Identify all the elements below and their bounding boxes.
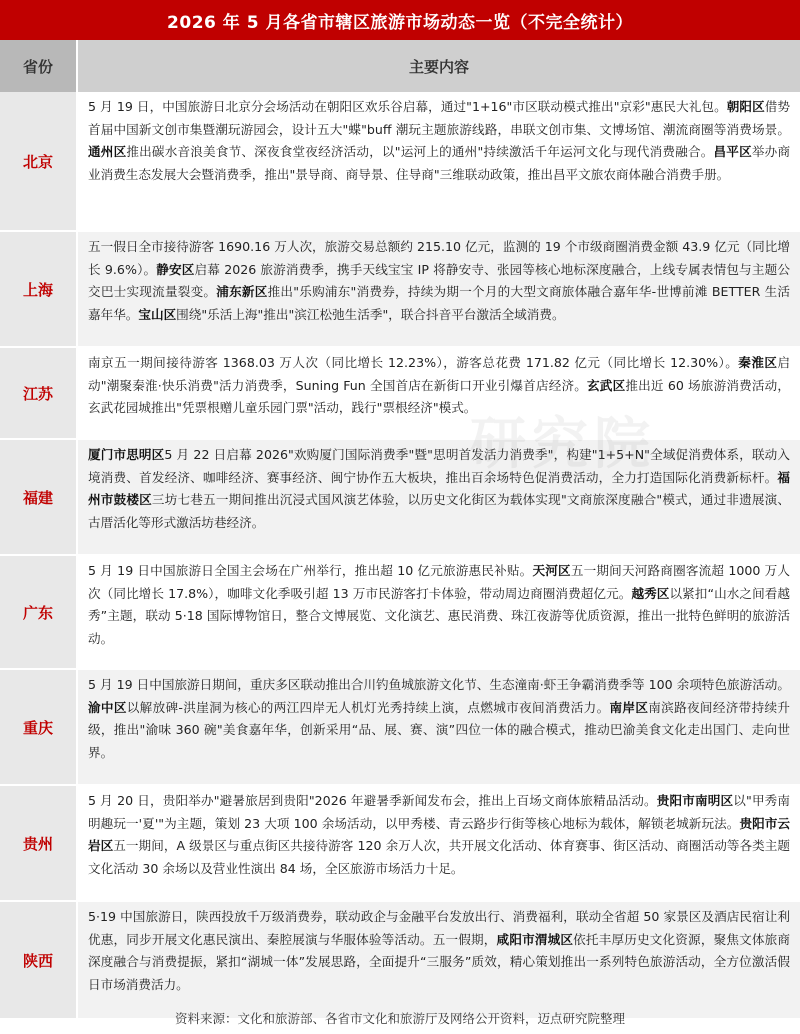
source-note: 资料来源：文化和旅游部、各省市文化和旅游厅及网络公开资料，迈点研究院整理 (174, 1011, 625, 1026)
district-name: 朝阳区 (726, 99, 765, 114)
table-row (0, 440, 800, 556)
content-text: 南滨路夜间经济带持续升级，推出"渝味 360 碗"美食嘉年华，创新采用“品、展、赛、演”四位一体的融合模式，推动巴渝美食文化走出国门、走向世界。 (88, 699, 791, 760)
table-row (0, 348, 800, 440)
content-text: 推出近 60 场旅游消费活动，玄武花园城推出"凭票根赠儿童乐园门票"活动，践行"票根经济"模式。 (88, 377, 791, 415)
content-text: 5 月 19 日，中国旅游日北京分会场活动在朝阳区欢乐谷启幕，通过"1+16"市区联动模式推出"京彩"惠民大礼包。 (88, 99, 727, 114)
content-cell (76, 232, 800, 346)
table-header (0, 40, 800, 92)
district-name: 福州市鼓楼区 (88, 469, 790, 507)
content-text: 推出碳水音浪美食节、深夜食堂夜经济活动，以"运河上的通州"持续激活千年运河文化与现代消费融合。 (126, 144, 714, 159)
content-text: 5·19 中国旅游日，陕西投放千万级消费券，联动政企与金融平台发放出行、消费福利，联动全省超 50 家景区及酒店民宿让利优惠，同步开展文化惠民演出、秦腔展演与华服体验等活动。五一假期， (88, 909, 790, 947)
district-name: 通州区 (88, 144, 127, 159)
province-cell: 贵州 (0, 786, 76, 900)
district-name: 南岸区 (609, 699, 649, 715)
content-text: 启动"潮聚秦淮·快乐消费"活力消费季，Suning Fun 全国首店在新街口开业引爆首店经济。 (88, 355, 790, 393)
table-body (0, 92, 800, 1020)
province-cell: 福建 (0, 440, 76, 554)
province-cell: 北京 (0, 92, 76, 230)
content-cell (76, 92, 800, 230)
content-text: 启幕 2026 旅游消费季，携手天线宝宝 IP 将静安寺、张园等核心地标深度融合，上线专属表情包与主题公交巴士实现流量裂变。 (88, 261, 791, 299)
table-title: 2026 年 5 月各省市辖区旅游市场动态一览（不完全统计） (0, 0, 800, 40)
header-province: 省份 (0, 40, 76, 92)
content-cell (76, 670, 800, 784)
content-text: 以"甲秀南明趣玩一'夏'"为主题，策划 23 大项 100 余场活动，以甲秀楼、青云路步行街等核心地标为载体，解锁老城新玩法。 (88, 793, 791, 831)
content-text: 南京五一期间接待游客 1368.03 万人次（同比增长 12.23%），游客总花费 171.82 亿元（同比增长 12.30%）。 (88, 355, 739, 370)
content-text: 5 月 19 日中国旅游日全国主会场在广州举行，推出超 10 亿元旅游惠民补贴。 (88, 563, 533, 578)
content-text: 依托丰厚历史文化资源，聚焦文体旅商深度融合与消费提振，紧扣“湖城一体”发展思路，全面提升“三服务”质效，精心策划推出一系列特色旅游活动，全方位激活假日市场消费活力。 (88, 931, 791, 992)
district-name: 咸阳市渭城区 (496, 931, 574, 947)
province-cell: 江苏 (0, 348, 76, 438)
table-row (0, 786, 800, 902)
province-cell: 广东 (0, 556, 76, 668)
district-name: 贵阳市南明区 (656, 793, 734, 808)
district-name: 秦淮区 (738, 355, 778, 370)
table-row (0, 670, 800, 786)
content-text: 以解放碑-洪崖洞为核心的两江四岸无人机灯光秀持续上演，点燃城市夜间消费活力。 (126, 699, 610, 715)
district-name: 浦东新区 (216, 284, 268, 299)
header-content: 主要内容 (76, 40, 800, 92)
content-text: 围绕"乐活上海"推出"滨江松弛生活季"，联合抖音平台激活全域消费。 (176, 306, 565, 322)
table-row (0, 556, 800, 670)
content-text: 推出"乐购浦东"消费券，持续为期一个月的大型文商旅体融合嘉年华-世博前滩 BETTER 生活嘉年华。 (88, 284, 791, 322)
content-text: 5 月 22 日启幕 2026"欢购厦门国际消费季"暨"思明首发活力消费季"，构建"1+5+N"全域促消费体系，联动入境消费、首发经济、咖啡经济、赛事经济、闽宁协作五大板块，推出百余场特色促消费活动，全力打造国际化消费新标杆。 (88, 447, 790, 485)
content-text: 借势首届中国新文创市集暨潮玩游园会，设计五大"蝶"buff 潮玩主题旅游线路，串联文创市集、文博场馆、潮流商圈等消费场景。 (88, 99, 791, 137)
province-cell: 陕西 (0, 902, 76, 1018)
district-name: 昌平区 (713, 144, 752, 159)
district-name: 玄武区 (587, 377, 626, 393)
content-cell (76, 786, 800, 900)
district-name: 贵阳市云岩区 (88, 815, 791, 853)
province-cell: 上海 (0, 232, 76, 346)
content-text: 三坊七巷五一期间推出沉浸式国风演艺体验，以历史文化街区为载体实现"文商旅深度融合"模式，通过非遗展演、古厝活化等形式激活坊巷经济。 (88, 492, 791, 530)
district-name: 宝山区 (138, 306, 177, 322)
content-text: 五一期间，A 级景区与重点街区共接待游客 120 余万人次，共开展文化活动、体育赛事、街区活动、商圈活动等各类主题文化活动 30 余场以及营业性演出 84 场，全区旅游市场活力十足。 (88, 838, 790, 876)
content-text: 以紧扣“山水之间看越秀”主题，联动 5·18 国际博物馆日，整合文博展览、文化演艺、惠民消费、珠江夜游等优质资源，推出一批特色鲜明的旅游活动。 (88, 585, 791, 646)
table-row (0, 232, 800, 348)
content-cell (76, 902, 800, 1018)
district-name: 厦门市思明区 (88, 447, 165, 462)
content-cell (76, 556, 800, 668)
district-name: 越秀区 (631, 585, 670, 601)
content-text: 5 月 19 日中国旅游日期间，重庆多区联动推出合川钓鱼城旅游文化节、生态潼南·虾王争霸消费季等 100 余项特色旅游活动。 (88, 677, 790, 692)
content-text: 5 月 20 日，贵阳举办"避暑旅居到贵阳"2026 年避暑季新闻发布会，推出上百场文商体旅精品活动。 (88, 793, 657, 808)
content-cell (76, 440, 800, 554)
content-text: 举办商业消费生态发展大会暨消费季，推出"景导商、商导景、住导商"三维联动政策，推出昌平文旅农商体融合消费手册。 (88, 144, 791, 182)
province-cell: 重庆 (0, 670, 76, 784)
content-text: 五一期间天河路商圈客流超 1000 万人次（同比增长 17.8%），咖啡文化季吸引超 13 万市民游客打卡体验，带动周边商圈消费超亿元。 (88, 563, 790, 601)
district-name: 静安区 (156, 261, 195, 277)
content-text: 五一假日全市接待游客 1690.16 万人次，旅游交易总额约 215.10 亿元，监测的 19 个市级商圈消费金额 43.9 亿元（同比增长 9.6%）。 (88, 239, 790, 277)
content-cell (76, 348, 800, 438)
district-name: 天河区 (532, 563, 571, 578)
district-name: 渝中区 (88, 699, 127, 715)
table-row (0, 92, 800, 232)
